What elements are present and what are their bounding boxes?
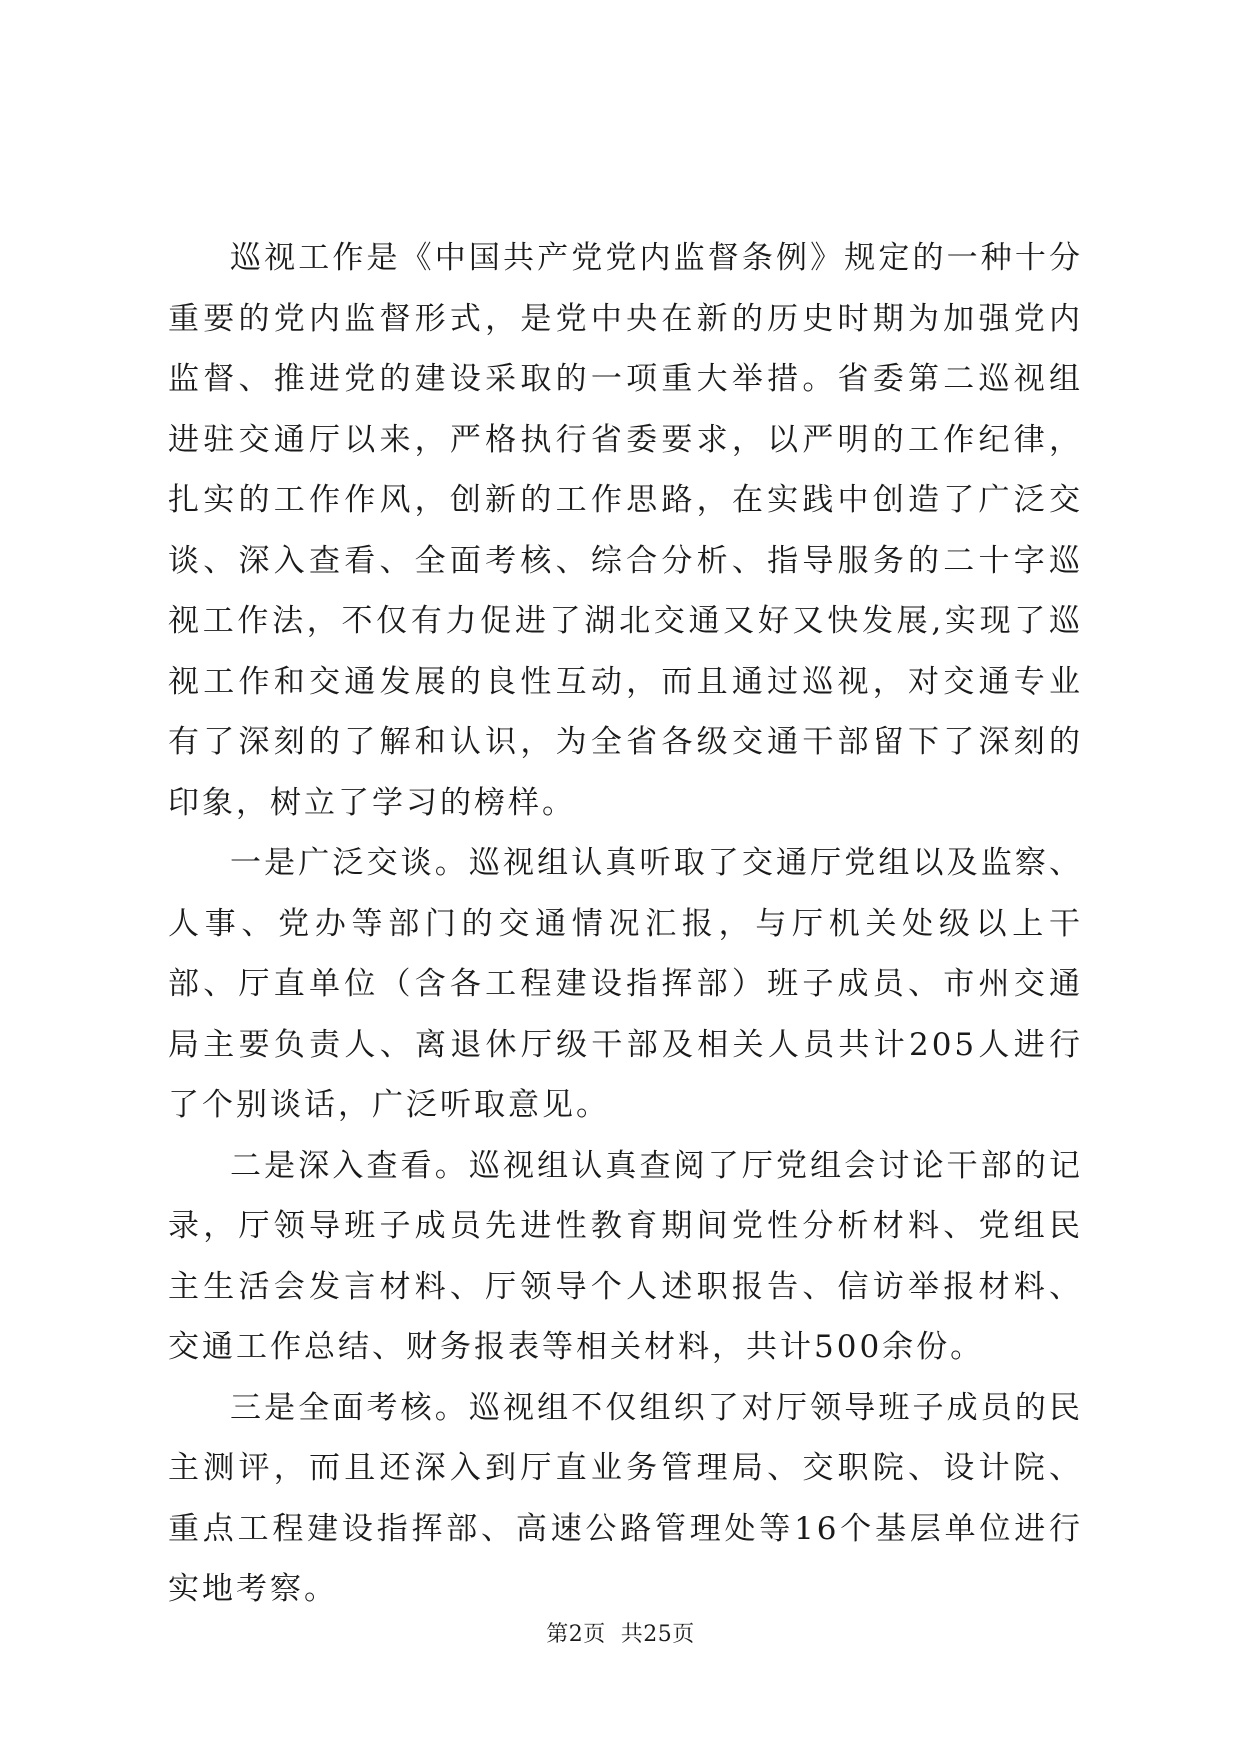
paragraph-intro: 巡视工作是《中国共产党党内监督条例》规定的一种十分重要的党内监督形式，是党中央在新的历史时期为加强党内监督、推进党的建设采取的一项重大举措。省委第二巡视组进驻交通厅以来，严格执行省委要求，以严明的工作纪律，扎实的工作作风，创新的工作思路，在实践中创造了广泛交谈、深入查看、全面考核、综合分析、指导服务的二十字巡视工作法，不仅有力促进了湖北交通又好又快发展,实现了巡视工作和交通发展的良性互动，而且通过巡视，对交通专业有了深刻的了解和认识，为全省各级交通干部留下了深刻的印象，树立了学习的榜样。: [168, 240, 1083, 821]
document-body: [168, 228, 1083, 1620]
paragraph-point-one: 一是广泛交谈。巡视组认真听取了交通厅党组以及监察、人事、党办等部门的交通情况汇报，与厅机关处级以上干部、厅直单位（含各工程建设指挥部）班子成员、市州交通局主要负责人、离退休厅级干部及相关人员共计205人进行了个别谈话，广泛听取意见。: [168, 845, 1083, 1123]
paragraph-point-two: 二是深入查看。巡视组认真查阅了厅党组会讨论干部的记录，厅领导班子成员先进性教育期间党性分析材料、党组民主生活会发言材料、厅领导个人述职报告、信访举报材料、交通工作总结、财务报表等相关材料，共计500余份。: [168, 1147, 1083, 1365]
page-number-label: 第2页 共25页: [546, 1622, 695, 1647]
page-footer: [0, 1617, 1241, 1648]
paragraph-point-three: 三是全面考核。巡视组不仅组织了对厅领导班子成员的民主测评，而且还深入到厅直业务管理局、交职院、设计院、重点工程建设指挥部、高速公路管理处等16个基层单位进行实地考察。: [168, 1389, 1083, 1607]
